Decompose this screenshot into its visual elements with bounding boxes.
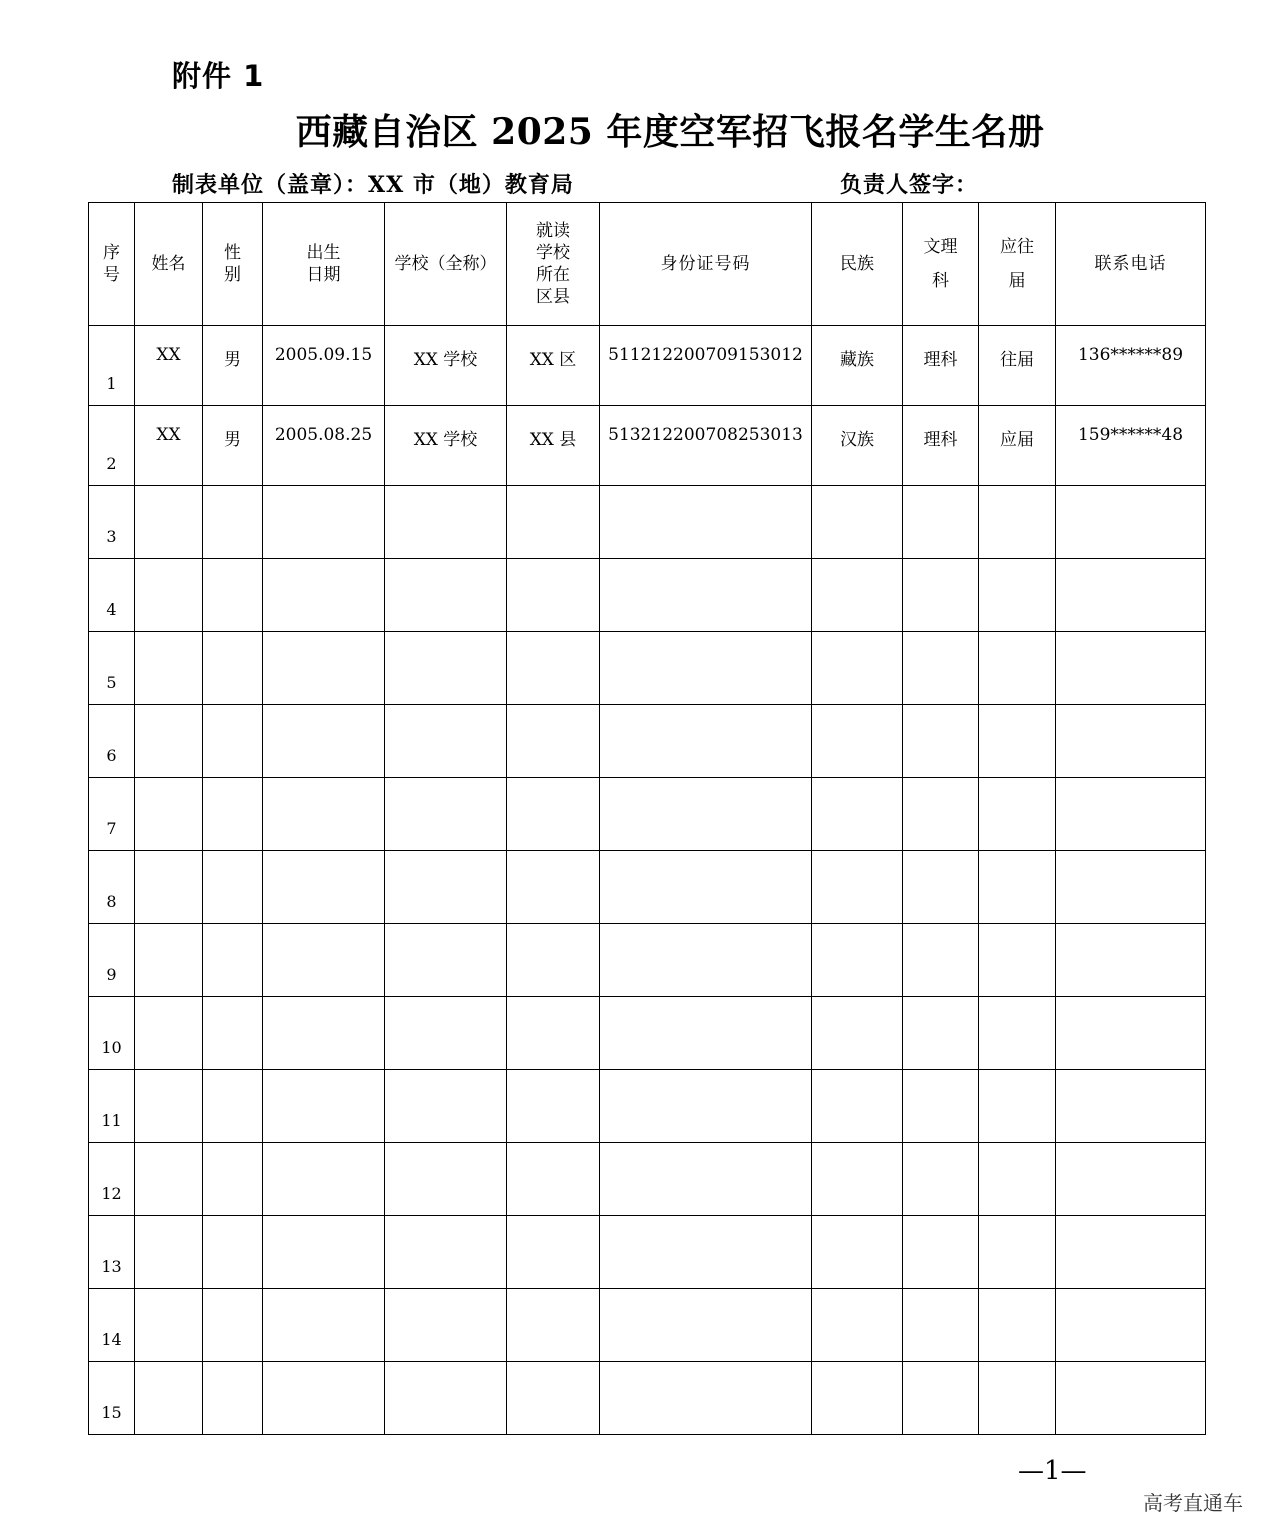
table-row [89, 1070, 1206, 1143]
empty-cell [600, 559, 812, 632]
table-row [89, 1143, 1206, 1216]
empty-cell [812, 1143, 903, 1216]
empty-cell [1056, 1070, 1206, 1143]
empty-cell [600, 924, 812, 997]
cell-birth: 2005.08.25 [263, 406, 385, 486]
empty-cell [979, 705, 1056, 778]
empty-cell [203, 705, 263, 778]
empty-cell [263, 1362, 385, 1435]
empty-cell [903, 1216, 979, 1289]
empty-cell [1056, 1216, 1206, 1289]
empty-cell [507, 924, 600, 997]
cell-school: XX 学校 [385, 406, 507, 486]
empty-cell [979, 997, 1056, 1070]
cell-id-number: 511212200709153012 [600, 326, 812, 406]
attachment-label: 附件 1 [172, 59, 265, 93]
empty-cell [812, 559, 903, 632]
cell-grad-status: 往届 [979, 326, 1056, 406]
cell-index: 3 [89, 486, 135, 559]
empty-cell [1056, 851, 1206, 924]
empty-cell [263, 1216, 385, 1289]
table-row [89, 559, 1206, 632]
empty-cell [600, 997, 812, 1070]
empty-cell [812, 486, 903, 559]
empty-cell [507, 778, 600, 851]
empty-cell [1056, 559, 1206, 632]
empty-cell [1056, 632, 1206, 705]
empty-cell [979, 632, 1056, 705]
empty-cell [203, 559, 263, 632]
issuing-unit-value: XX 市（地）教育局 [368, 172, 574, 198]
empty-cell [385, 486, 507, 559]
cell-school: XX 学校 [385, 326, 507, 406]
cell-index: 6 [89, 705, 135, 778]
empty-cell [507, 559, 600, 632]
empty-cell [812, 632, 903, 705]
cell-index: 4 [89, 559, 135, 632]
empty-cell [1056, 486, 1206, 559]
cell-ethnicity: 藏族 [812, 326, 903, 406]
empty-cell [203, 997, 263, 1070]
page-number: —1— [1018, 1456, 1087, 1486]
cell-name: XX [135, 406, 203, 486]
cell-index: 7 [89, 778, 135, 851]
empty-cell [203, 1143, 263, 1216]
empty-cell [507, 1070, 600, 1143]
empty-cell [135, 705, 203, 778]
empty-cell [507, 1289, 600, 1362]
header-gender: 性 别 [203, 203, 263, 326]
empty-cell [203, 486, 263, 559]
cell-index: 15 [89, 1362, 135, 1435]
cell-birth: 2005.09.15 [263, 326, 385, 406]
empty-cell [263, 705, 385, 778]
table-row [89, 924, 1206, 997]
empty-cell [1056, 924, 1206, 997]
empty-cell [507, 851, 600, 924]
empty-cell [903, 486, 979, 559]
empty-cell [903, 851, 979, 924]
empty-cell [135, 1070, 203, 1143]
empty-cell [979, 1362, 1056, 1435]
empty-cell [903, 705, 979, 778]
empty-cell [979, 778, 1056, 851]
cell-id-number: 513212200708253013 [600, 406, 812, 486]
table-row [89, 486, 1206, 559]
cell-index: 8 [89, 851, 135, 924]
table-row [89, 326, 1206, 406]
header-ethnicity: 民族 [812, 203, 903, 326]
cell-gender: 男 [203, 326, 263, 406]
empty-cell [203, 851, 263, 924]
empty-cell [1056, 1143, 1206, 1216]
empty-cell [203, 632, 263, 705]
empty-rows [89, 486, 1206, 1435]
empty-cell [507, 1216, 600, 1289]
empty-cell [135, 1362, 203, 1435]
empty-cell [600, 1362, 812, 1435]
header-school: 学校（全称） [385, 203, 507, 326]
empty-cell [903, 1143, 979, 1216]
table-row [89, 997, 1206, 1070]
issuing-unit-label: 制表单位（盖章）： [172, 172, 369, 198]
empty-cell [812, 705, 903, 778]
empty-cell [385, 632, 507, 705]
cell-track: 理科 [903, 326, 979, 406]
cell-district: XX 区 [507, 326, 600, 406]
cell-phone: 159******48 [1056, 406, 1206, 486]
empty-cell [903, 924, 979, 997]
header-birth: 出生 日期 [263, 203, 385, 326]
empty-cell [263, 632, 385, 705]
empty-cell [600, 1070, 812, 1143]
empty-cell [600, 486, 812, 559]
issuing-unit [172, 168, 574, 199]
empty-cell [263, 851, 385, 924]
cell-index: 11 [89, 1070, 135, 1143]
cell-index: 1 [89, 326, 135, 406]
empty-cell [135, 486, 203, 559]
empty-cell [507, 705, 600, 778]
empty-cell [203, 778, 263, 851]
empty-cell [135, 1216, 203, 1289]
cell-index: 13 [89, 1216, 135, 1289]
empty-cell [600, 851, 812, 924]
empty-cell [979, 559, 1056, 632]
empty-cell [812, 1289, 903, 1362]
empty-cell [600, 778, 812, 851]
empty-cell [812, 1216, 903, 1289]
cell-track: 理科 [903, 406, 979, 486]
empty-cell [600, 632, 812, 705]
empty-cell [903, 1070, 979, 1143]
table-row [89, 1216, 1206, 1289]
cell-index: 12 [89, 1143, 135, 1216]
empty-cell [385, 1143, 507, 1216]
empty-cell [203, 1289, 263, 1362]
empty-cell [385, 1289, 507, 1362]
empty-cell [600, 1289, 812, 1362]
empty-cell [385, 997, 507, 1070]
cell-index: 5 [89, 632, 135, 705]
empty-cell [263, 1289, 385, 1362]
empty-cell [135, 1143, 203, 1216]
empty-cell [385, 924, 507, 997]
empty-cell [600, 1143, 812, 1216]
cell-phone: 136******89 [1056, 326, 1206, 406]
header-district: 就读 学校 所在 区县 [507, 203, 600, 326]
empty-cell [600, 705, 812, 778]
empty-cell [1056, 997, 1206, 1070]
cell-district: XX 县 [507, 406, 600, 486]
header-row [89, 203, 1206, 326]
table-row [89, 705, 1206, 778]
header-track: 文理 科 [903, 203, 979, 326]
empty-cell [903, 1362, 979, 1435]
watermark-text: 高考直通车 [1143, 1491, 1243, 1515]
empty-cell [263, 924, 385, 997]
empty-cell [507, 1362, 600, 1435]
cell-ethnicity: 汉族 [812, 406, 903, 486]
empty-cell [203, 924, 263, 997]
empty-cell [812, 924, 903, 997]
empty-cell [979, 924, 1056, 997]
empty-cell [979, 1143, 1056, 1216]
cell-index: 2 [89, 406, 135, 486]
empty-cell [263, 1070, 385, 1143]
empty-cell [385, 1362, 507, 1435]
cell-index: 14 [89, 1289, 135, 1362]
header-index: 序 号 [89, 203, 135, 326]
empty-cell [1056, 778, 1206, 851]
empty-cell [979, 1216, 1056, 1289]
empty-cell [812, 1070, 903, 1143]
table-row [89, 632, 1206, 705]
table-row [89, 1289, 1206, 1362]
empty-cell [507, 632, 600, 705]
empty-cell [1056, 1289, 1206, 1362]
empty-cell [263, 486, 385, 559]
empty-cell [135, 924, 203, 997]
empty-cell [903, 997, 979, 1070]
empty-cell [263, 778, 385, 851]
empty-cell [263, 997, 385, 1070]
empty-cell [263, 1143, 385, 1216]
empty-cell [385, 1070, 507, 1143]
empty-cell [385, 1216, 507, 1289]
empty-cell [203, 1070, 263, 1143]
empty-cell [979, 1070, 1056, 1143]
header-id-number: 身份证号码 [600, 203, 812, 326]
empty-cell [903, 778, 979, 851]
empty-cell [812, 851, 903, 924]
table-row [89, 406, 1206, 486]
empty-cell [507, 486, 600, 559]
cell-index: 9 [89, 924, 135, 997]
empty-cell [812, 778, 903, 851]
header-grad-status: 应往 届 [979, 203, 1056, 326]
empty-cell [979, 1289, 1056, 1362]
empty-cell [507, 997, 600, 1070]
empty-cell [135, 851, 203, 924]
empty-cell [385, 851, 507, 924]
empty-cell [135, 778, 203, 851]
empty-cell [263, 559, 385, 632]
empty-cell [135, 1289, 203, 1362]
empty-cell [1056, 705, 1206, 778]
table-row [89, 851, 1206, 924]
signer-label: 负责人签字： [840, 172, 979, 198]
header-phone: 联系电话 [1056, 203, 1206, 326]
table-row [89, 778, 1206, 851]
empty-cell [203, 1362, 263, 1435]
empty-cell [1056, 1362, 1206, 1435]
cell-name: XX [135, 326, 203, 406]
empty-cell [203, 1216, 263, 1289]
empty-cell [903, 559, 979, 632]
table-row [89, 1362, 1206, 1435]
empty-cell [385, 705, 507, 778]
empty-cell [385, 559, 507, 632]
empty-cell [600, 1216, 812, 1289]
header-name: 姓名 [135, 203, 203, 326]
empty-cell [507, 1143, 600, 1216]
empty-cell [812, 1362, 903, 1435]
empty-cell [135, 559, 203, 632]
empty-cell [135, 997, 203, 1070]
empty-cell [812, 997, 903, 1070]
empty-cell [385, 778, 507, 851]
empty-cell [903, 632, 979, 705]
cell-index: 10 [89, 997, 135, 1070]
cell-grad-status: 应届 [979, 406, 1056, 486]
empty-cell [979, 851, 1056, 924]
empty-cell [903, 1289, 979, 1362]
empty-cell [135, 632, 203, 705]
empty-cell [979, 486, 1056, 559]
document-title: 西藏自治区 2025 年度空军招飞报名学生名册 [295, 111, 1045, 153]
cell-gender: 男 [203, 406, 263, 486]
student-roster-table [88, 202, 1206, 1435]
